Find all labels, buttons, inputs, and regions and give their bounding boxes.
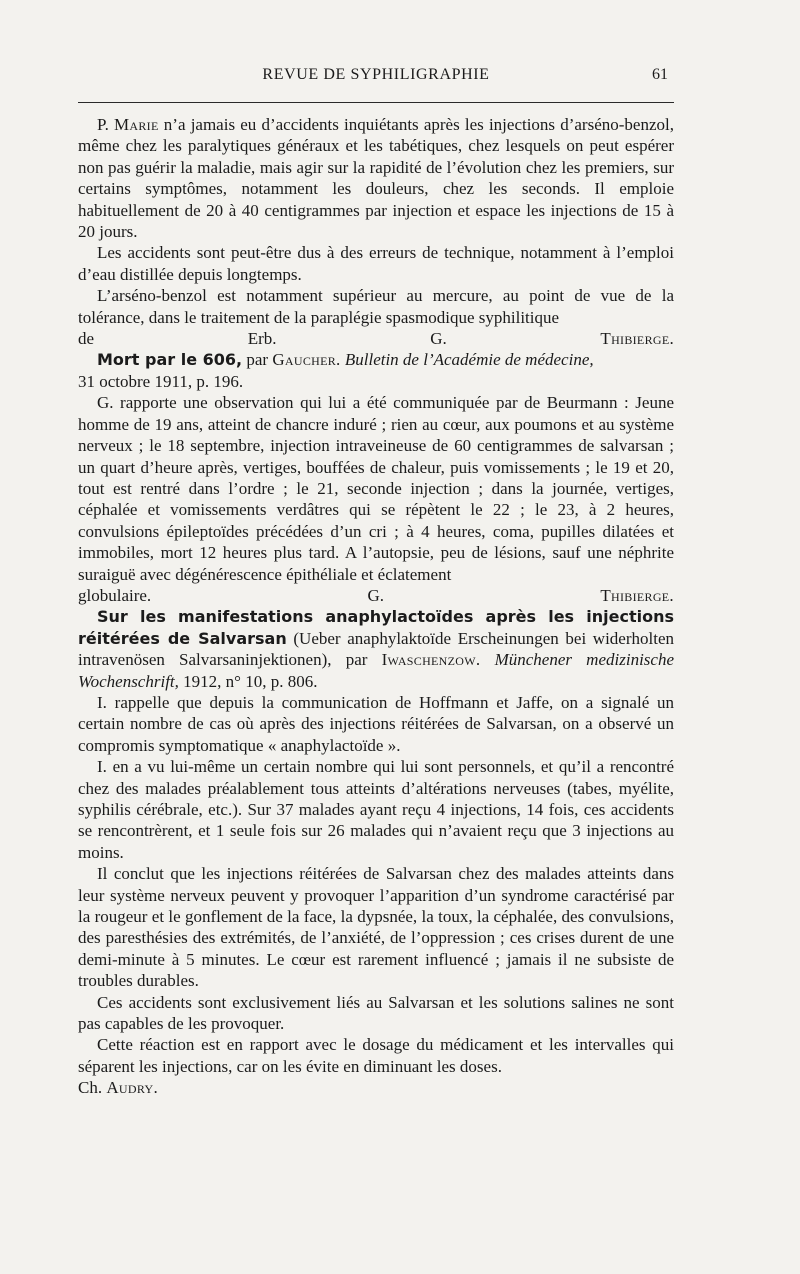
article-title: Sur les manifestations anaphylactoïdes après les injections réitérées de Salvarsan xyxy=(78,607,674,648)
signature-name: Audry. xyxy=(106,1078,159,1098)
article-signature xyxy=(368,586,675,605)
article-signature xyxy=(78,1077,674,1098)
article-paragraph: Il conclut que les injections réitérées de Salvarsan chez des malades atteints dans leur système nerveux peuvent y provoquer l’apparition d’un syndrome caractérisé par la rougeur et le gonflement de la face, la dypsnée, la toux, la céphalée, des convulsions, des paresthésies des extrémités, de l’anxiété, de l’oppression ; ces crises durent de une demi-minute à 5 minutes. Le cœur est rarement influencé ; jamais il ne subsiste de troubles durables. xyxy=(78,864,674,991)
article-citation: 1912, n° 10, p. 806. xyxy=(178,671,318,691)
article-heading-anaphylaxie xyxy=(78,606,674,692)
marie-signature xyxy=(430,329,674,348)
article-paragraph: I. en a vu lui-même un certain nombre qui lui sont personnels, et qu’il a rencontré chez des malades préalablement tous atteints d’altérations nerveuses (tabes, myélite, syphilis cérébrale, etc.). Sur 37 malades ayant reçu 4 injections, 14 fois, ces accidents se rencontrèrent, et 1 seule fois sur 26 malades qui n’avaient reçu que 3 injections au moins. xyxy=(78,757,674,862)
article-by: par xyxy=(242,350,273,370)
page-number: 61 xyxy=(652,66,668,83)
article-title: Mort par le 606, xyxy=(97,350,243,370)
article-journal: Bulletin de l’Académie de médecine, xyxy=(340,350,594,370)
header-rule xyxy=(78,102,674,103)
article-journal: Münchener medizinische Wochenschrift, xyxy=(78,650,674,691)
marie-initial: P. xyxy=(97,115,114,134)
marie-last-words: de Erb. xyxy=(78,329,277,349)
article-citation: 31 octobre 1911, p. 196. xyxy=(78,371,244,391)
page-header xyxy=(78,66,674,90)
marie-paragraph xyxy=(78,114,674,242)
marie-text: n’a jamais eu d’accidents inquiétants après les injections d’arséno-benzol, même chez les paralytiques généraux et les tabétiques, chez lesquels on peut espérer non pas guérir la maladie, mais agir sur la rapidité de l’évolution chez les premiers, sur certains symptômes, notamment les douleurs, chez les seconds. Il emploie habituellement de 20 à 40 centigrammes par injection et espace les injections de 15 à 20 jours. xyxy=(78,115,674,242)
running-title: REVUE DE SYPHILIGRAPHIE xyxy=(262,66,490,83)
article-author: Iwaschenzow. xyxy=(381,650,481,670)
marie-signature-row xyxy=(78,328,674,349)
article-heading-mort xyxy=(78,349,674,370)
marie-paragraph-3: L’arséno-benzol est notamment supérieur au mercure, au point de vue de la tolérance, dans le traitement de la paraplégie spasmodique syphilitique xyxy=(78,286,674,327)
article-author: Gaucher. xyxy=(272,350,341,370)
article-subtitle: (Ueber anaphylaktoïde Erscheinungen bei widerholten intravenösen Salvarsaninjektionen), par xyxy=(78,628,675,670)
article-paragraph: Cette réaction est en rapport avec le dosage du médicament et les intervalles qui séparent les injections, car on les évite en diminuant les doses. xyxy=(78,1035,674,1076)
article-paragraph: I. rappelle que depuis la communication de Hoffmann et Jaffe, on a signalé un certain nombre de cas où après des injections réitérées de Salvarsan, on a observé un compromis symptomatique « anaphylactoïde ». xyxy=(78,692,674,755)
signature-initial: G. xyxy=(430,329,601,349)
signature-name: Thibierge. xyxy=(600,329,675,349)
signature-initial: Ch. xyxy=(78,1078,107,1098)
article-paragraph: G. rapporte une observation qui lui a été communiquée par de Beurmann : Jeune homme de 19 ans, atteint de chancre induré ; rien au cœur, aux poumons et au système nerveux ; le 18 septembre, injection intraveineuse de 60 centigrammes de salvarsan ; un quart d’heure après, vertiges, bouffées de chaleur, puis vomissements ; le 19 et 20, tout est rentré dans l’ordre ; le 21, seconde injection ; dans la journée, vertiges, céphalée et vomissements verdâtres qui se répètent le 22 ; le 23, à 2 heures, convulsions épileptoïdes précédées d’un cri ; à 4 heures, coma, pupilles dilatées et immobiles, mort 12 heures plus tard. A l’autopsie, peu de lésions, sauf une néphrite suraiguë avec dégénérescence épithéliale et éclatement xyxy=(78,393,674,584)
article-signature-row xyxy=(78,585,674,606)
marie-paragraph-2: Les accidents sont peut-être dus à des erreurs de technique, notamment à l’emploi d’eau distillée depuis longtemps. xyxy=(78,243,674,284)
signature-name: Thibierge. xyxy=(600,585,674,605)
page-body xyxy=(78,114,674,1099)
article-last-words: globulaire. xyxy=(78,585,152,605)
marie-name: Marie xyxy=(114,115,159,134)
signature-initial: G. xyxy=(367,585,601,605)
article-paragraph: Ces accidents sont exclusivement liés au Salvarsan et les solutions salines ne sont pas capables de les provoquer. xyxy=(78,992,674,1034)
